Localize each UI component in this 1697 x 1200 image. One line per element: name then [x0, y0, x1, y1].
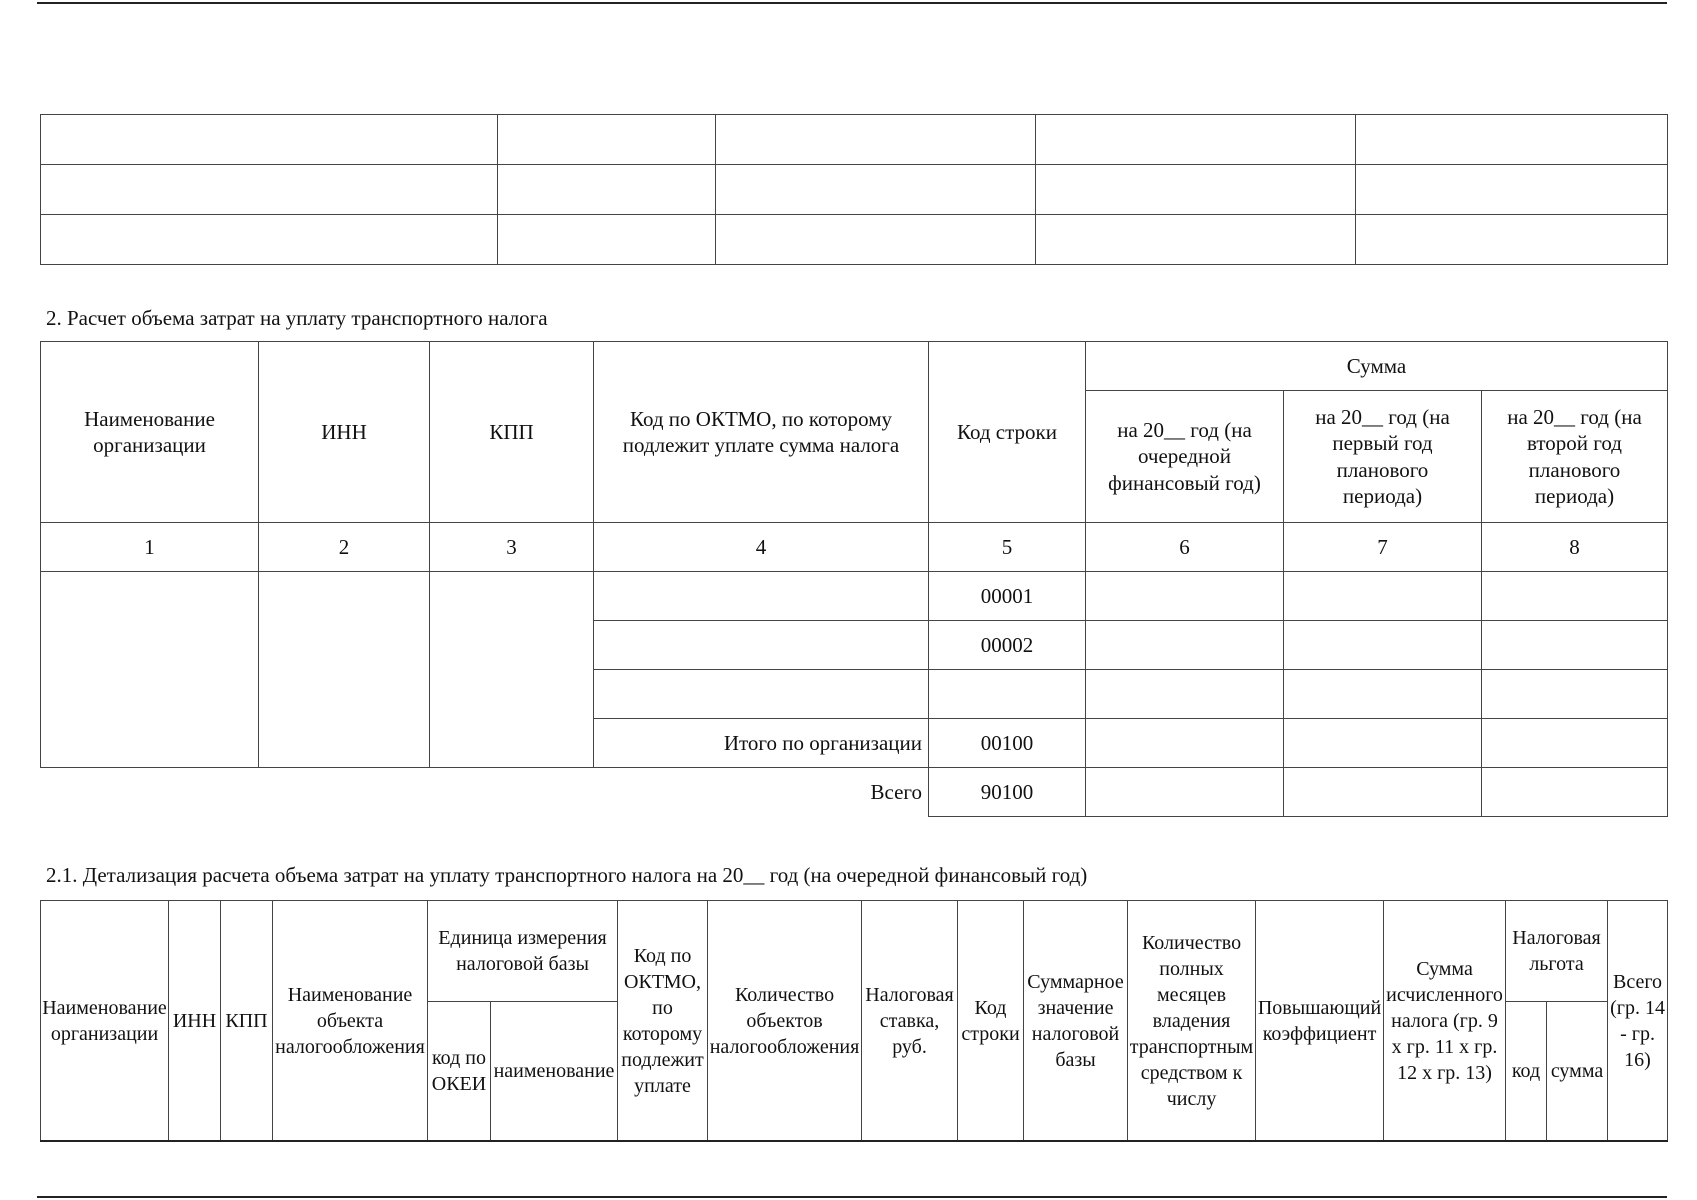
column-number: 4	[594, 523, 929, 572]
oktmo-cell	[594, 572, 929, 621]
header-inn: ИНН	[259, 342, 430, 523]
header-tax-base-total: Суммарное значение налоговой базы	[1024, 901, 1128, 1142]
grand-total-code: 90100	[929, 768, 1086, 817]
table-row	[41, 115, 1668, 165]
column-number: 1	[41, 523, 259, 572]
header-months-count: Количество полных месяцев владения транспортным средством к числу	[1128, 901, 1256, 1142]
bottom-rule	[37, 1196, 1667, 1198]
grand-total-row	[41, 768, 1668, 817]
column-number: 2	[259, 523, 430, 572]
inn-cell	[259, 572, 430, 768]
column-number: 5	[929, 523, 1086, 572]
kpp-cell	[430, 572, 594, 768]
header-unit-okei: код по ОКЕИ	[428, 1002, 491, 1142]
header-kpp: КПП	[221, 901, 273, 1142]
column-number: 3	[430, 523, 594, 572]
total-org-code: 00100	[929, 719, 1086, 768]
header-year-current: на 20__ год (на очередной финансовый год)	[1086, 391, 1284, 523]
header-year-first: на 20__ год (на первый год планового периода)	[1284, 391, 1482, 523]
header-inn: ИНН	[169, 901, 221, 1142]
column-number: 7	[1284, 523, 1482, 572]
column-numbers-row	[41, 523, 1668, 572]
header-oktmo: Код по ОКТМО, по которому подлежит уплате	[618, 901, 708, 1142]
section-2-1-title: 2.1. Детализация расчета объема затрат на уплату транспортного налога на 20__ год (на очередной финансовый год)	[46, 863, 1088, 887]
transport-tax-detail-table	[40, 900, 1668, 1142]
column-number: 6	[1086, 523, 1284, 572]
header-kpp: КПП	[430, 342, 594, 523]
header-unit-name: наименование	[491, 1002, 618, 1142]
line-code-cell: 00002	[929, 621, 1086, 670]
total-org-label: Итого по организации	[594, 719, 929, 768]
header-year-second: на 20__ год (на второй год планового периода)	[1482, 391, 1668, 523]
grand-total-label: Всего	[41, 768, 929, 817]
header-line-code: Код строки	[958, 901, 1024, 1142]
header-total: Всего (гр. 14 - гр. 16)	[1608, 901, 1668, 1142]
top-rule	[37, 2, 1667, 4]
table-row	[41, 165, 1668, 215]
section-2-title: 2. Расчет объема затрат на уплату транспортного налога	[46, 306, 548, 330]
header-org-name: Наименование организации	[41, 901, 169, 1142]
header-object-name: Наименование объекта налогообложения	[273, 901, 428, 1142]
header-oktmo: Код по ОКТМО, по которому подлежит уплате сумма налога	[594, 342, 929, 523]
line-code-cell	[929, 670, 1086, 719]
header-tax-rate: Налоговая ставка, руб.	[862, 901, 958, 1142]
header-objects-count: Количество объектов налогообложения	[708, 901, 862, 1142]
header-benefit-code: код	[1506, 1002, 1547, 1142]
oktmo-cell	[594, 670, 929, 719]
transport-tax-calculation-table	[40, 341, 1668, 817]
header-benefit-sum: сумма	[1547, 1002, 1608, 1142]
header-tax-benefit: Налоговая льгота	[1506, 901, 1608, 1002]
oktmo-cell	[594, 621, 929, 670]
org-name-cell	[41, 572, 259, 768]
header-org-name: Наименование организации	[41, 342, 259, 523]
header-line-code: Код строки	[929, 342, 1086, 523]
header-coefficient: Повышающий коэффициент	[1256, 901, 1384, 1142]
line-code-cell: 00001	[929, 572, 1086, 621]
header-sum: Сумма	[1086, 342, 1668, 391]
table-row	[41, 572, 1668, 621]
upper-continuation-table	[40, 114, 1668, 265]
table-row	[41, 215, 1668, 265]
header-calculated-tax: Сумма исчисленного налога (гр. 9 x гр. 11 x гр. 12 x гр. 13)	[1384, 901, 1506, 1142]
column-number: 8	[1482, 523, 1668, 572]
header-unit: Единица измерения налоговой базы	[428, 901, 618, 1002]
